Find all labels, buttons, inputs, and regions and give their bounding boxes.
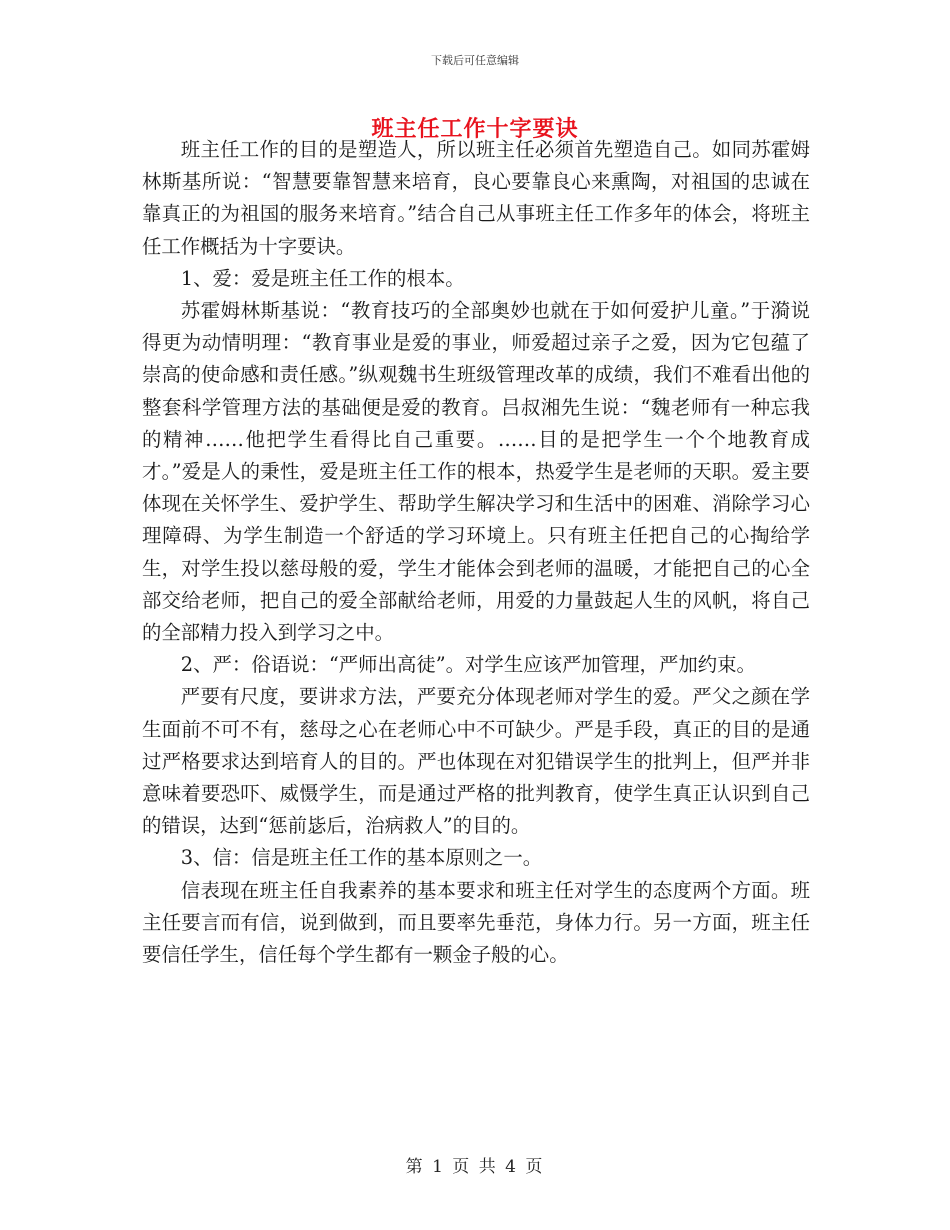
paragraph-love-body: 苏霍姆林斯基说：“教育技巧的全部奥妙也就在于如何爱护儿童。”于漪说得更为动情明理：“教育事业是爱的事业，师爱超过亲子之爱，因为它包蕴了崇高的使命感和责任感。”纵观魏书生班级管理改革的成绩，我们不难看出他的整套科学管理方法的基础便是爱的教育。吕叔湘先生说：“魏老师有一种忘我的精神……他把学生看得比自己重要。……目的是把学生一个个地教育成才。”爱是人的秉性，爱是班主任工作的根本，热爱学生是老师的天职。爱主要体现在关怀学生、爱护学生、帮助学生解决学习和生活中的困难、消除学习心理障碍、为学生制造一个舒适的学习环境上。只有班主任把自己的心掏给学生，对学生投以慈母般的爱，学生才能体会到老师的温暖，才能把自己的心全部交给老师，把自己的爱全部献给老师，用爱的力量鼓起人生的风帆，将自己的全部精力投入到学习之中。 bbox=[142, 299, 810, 645]
paragraph-trust-heading: 3、信：信是班主任工作的基本原则之一。 bbox=[180, 846, 543, 870]
paragraph-intro: 班主任工作的目的是塑造人，所以班主任必须首先塑造自己。如同苏霍姆林斯基所说：“智慧要靠智慧来培育，良心要靠良心来熏陶，对祖国的忠诚在靠真正的为祖国的服务来培育。”结合自己从事班主任工作多年的体会，将班主任工作概括为十字要诀。 bbox=[142, 138, 810, 258]
paragraph-love-heading: 1、爱：爱是班主任工作的根本。 bbox=[180, 266, 465, 290]
page-header-note: 下载后可任意编辑 bbox=[431, 54, 519, 67]
page-number: 第 1 页 共 4 页 bbox=[405, 1157, 545, 1177]
document-body bbox=[142, 134, 810, 971]
document-title: 班主任工作十字要诀 bbox=[371, 116, 579, 142]
paragraph-trust-body: 信表现在班主任自我素养的基本要求和班主任对学生的态度两个方面。班主任要言而有信，说到做到，而且要率先垂范，身体力行。另一方面，班主任要信任学生，信任每个学生都有一颗金子般的心。 bbox=[142, 878, 810, 967]
paragraph-strict-body: 严要有尺度，要讲求方法，严要充分体现老师对学生的爱。严父之颜在学生面前不可不有，慈母之心在老师心中不可缺少。严是手段，真正的目的是通过严格要求达到培育人的目的。严也体现在对犯错误学生的批判上，但严并非意味着要恐吓、威慑学生，而是通过严格的批判教育，使学生真正认识到自己的错误，达到“惩前毖后，治病救人”的目的。 bbox=[142, 685, 810, 838]
paragraph-strict-heading: 2、严：俗语说：“严师出高徒”。对学生应该严加管理，严加约束。 bbox=[180, 653, 756, 677]
